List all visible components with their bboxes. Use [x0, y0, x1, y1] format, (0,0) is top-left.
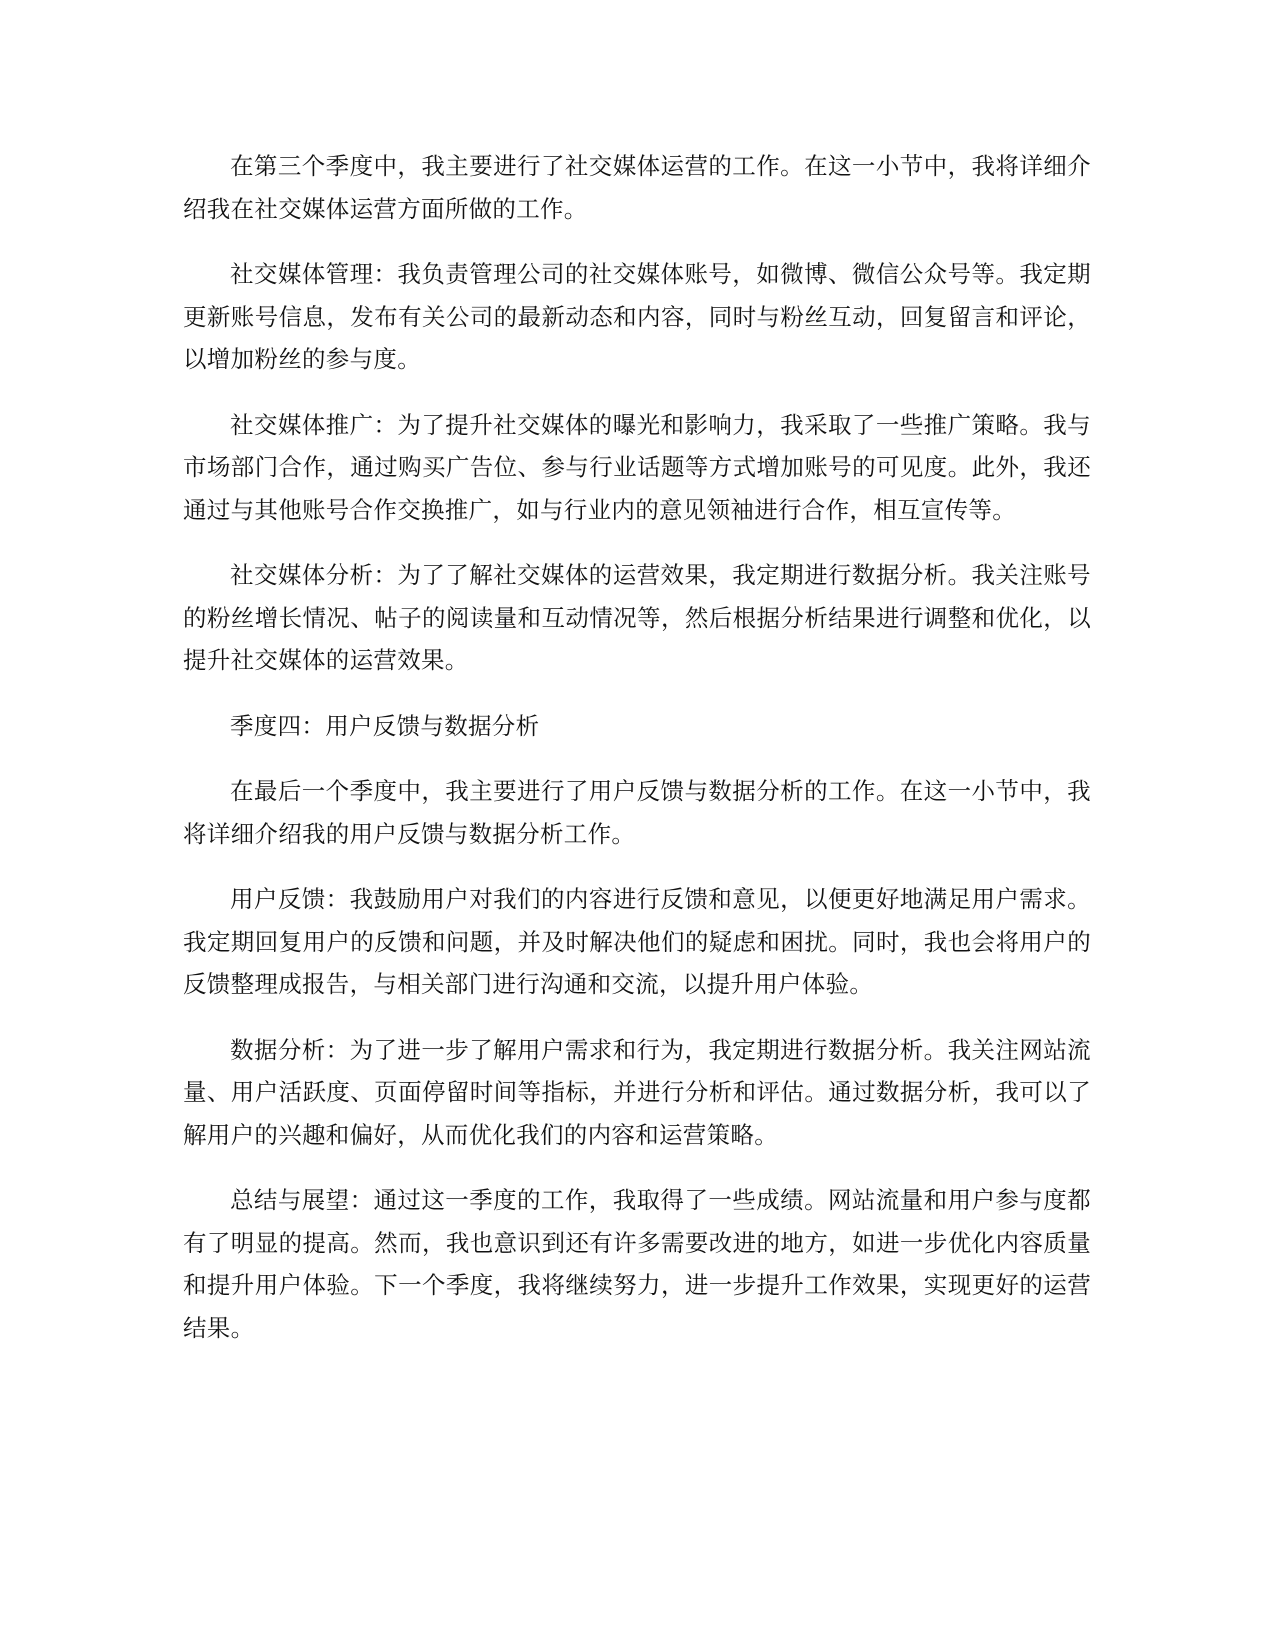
paragraph-summary-outlook: 总结与展望：通过这一季度的工作，我取得了一些成绩。网站流量和用户参与度都有了明显的提高。然而，我也意识到还有许多需要改进的地方，如进一步优化内容质量和提升用户体验。下一个季度，我将继续努力，进一步提升工作效果，实现更好的运营结果。 — [183, 1186, 1091, 1342]
paragraph-social-media-management: 社交媒体管理：我负责管理公司的社交媒体账号，如微博、微信公众号等。我定期更新账号信息，发布有关公司的最新动态和内容，同时与粉丝互动，回复留言和评论，以增加粉丝的参与度。 — [183, 260, 1091, 373]
paragraph-data-analysis: 数据分析：为了进一步了解用户需求和行为，我定期进行数据分析。我关注网站流量、用户活跃度、页面停留时间等指标，并进行分析和评估。通过数据分析，我可以了解用户的兴趣和偏好，从而优化我们的内容和运营策略。 — [183, 1035, 1091, 1149]
document-body — [183, 145, 1091, 1372]
paragraph-social-media-promotion: 社交媒体推广：为了提升社交媒体的曝光和影响力，我采取了一些推广策略。我与市场部门合作，通过购买广告位、参与行业话题等方式增加账号的可见度。此外，我还通过与其他账号合作交换推广，如与行业内的意见领袖进行合作，相互宣传等。 — [183, 410, 1091, 524]
paragraph-user-feedback: 用户反馈：我鼓励用户对我们的内容进行反馈和意见，以便更好地满足用户需求。我定期回复用户的反馈和问题，并及时解决他们的疑虑和困扰。同时，我也会将用户的反馈整理成报告，与相关部门进行沟通和交流，以提升用户体验。 — [183, 885, 1091, 998]
section-heading-q4: 季度四：用户反馈与数据分析 — [230, 711, 540, 740]
paragraph-social-media-analysis: 社交媒体分析：为了了解社交媒体的运营效果，我定期进行数据分析。我关注账号的粉丝增长情况、帖子的阅读量和互动情况等，然后根据分析结果进行调整和优化，以提升社交媒体的运营效果。 — [183, 561, 1091, 674]
paragraph-q3-intro: 在第三个季度中，我主要进行了社交媒体运营的工作。在这一小节中，我将详细介绍我在社交媒体运营方面所做的工作。 — [183, 152, 1091, 223]
paragraph-q4-intro: 在最后一个季度中，我主要进行了用户反馈与数据分析的工作。在这一小节中，我将详细介绍我的用户反馈与数据分析工作。 — [183, 777, 1091, 848]
